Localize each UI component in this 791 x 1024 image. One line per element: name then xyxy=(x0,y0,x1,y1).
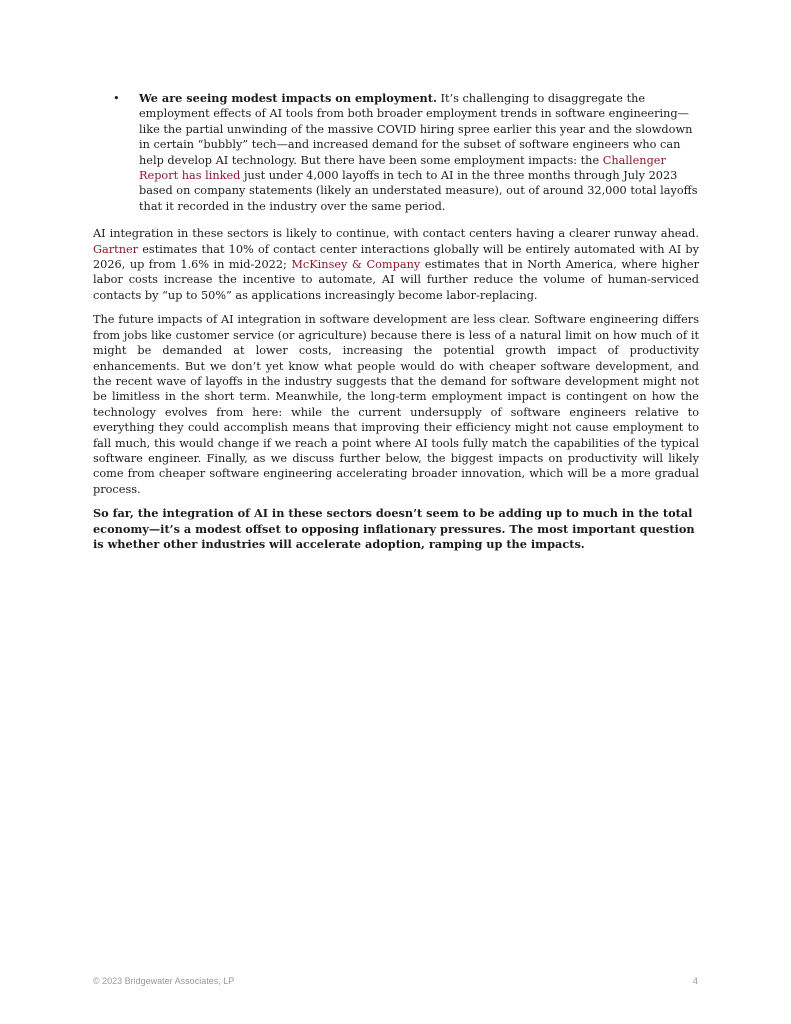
bullet-lead-heading: We are seeing modest impacts on employment. xyxy=(139,91,437,105)
paragraph-conclusion: So far, the integration of AI in these sectors doesn’t seem to be adding up to much in the total economy—it’s a modest offset to opposing inflationary pressures. The most important question is whether other industries will accelerate adoption, ramping up the impacts. xyxy=(93,506,695,551)
mckinsey-link[interactable]: McKinsey & Company xyxy=(291,258,421,272)
gartner-link[interactable]: Gartner xyxy=(93,242,139,256)
bullet-text-part-2: just under 4,000 layoffs in tech to AI in the three months through July 2023 based on company statements (likely an understated measure), out of around 32,000 total layoffs that it recorded in the industry over the same period. xyxy=(139,169,698,213)
paragraph-software-development: The future impacts of AI integration in software development are less clear. Software engineering differs from jobs like customer service (or agriculture) because there is less of a natural limit on how much of it might be demanded at lower costs, increasing the potential growth impact of productivity enhancements. But we don’t yet know what people would do with cheaper software development, and the recent wave of layoffs in the industry suggests that the demand for software development might not be limitless in the short term. Meanwhile, the long-term employment impact is contingent on how the technology evolves from here: while the current undersupply of software engineers relative to everything they could accomplish means that improving their efficiency might not cause employment to fall much, this would change if we reach a point where AI tools fully match the capabilities of the typical software engineer. Finally, as we discuss further below, the biggest impacts on productivity will likely come from cheaper software engineering accelerating broader innovation, which will be a more gradual process. xyxy=(93,313,699,496)
challenger-report-link[interactable]: Challenger Report has linked xyxy=(139,153,666,183)
bullet-list xyxy=(93,91,699,214)
bullet-item-employment xyxy=(113,91,699,214)
page-number: 4 xyxy=(692,976,698,986)
footer-copyright: © 2023 Bridgewater Associates, LP xyxy=(93,976,235,986)
paragraph-1-text-part-1: AI integration in these sectors is likely to continue, with contact centers having a clearer runway ahead. xyxy=(93,227,699,241)
bullet-marker: • xyxy=(113,92,120,105)
page-content xyxy=(93,91,699,561)
bullet-text-part-1: It’s challenging to disaggregate the employment effects of AI tools from both broader employment trends in software engineering—like the partial unwinding of the massive COVID hiring spree earlier this year and the slowdown in certain “bubbly” tech—and increased demand for the subset of software engineers who can help develop AI technology. But there have been some employment impacts: the xyxy=(139,92,693,167)
paragraph-ai-integration xyxy=(93,226,699,303)
paragraph-1-text-part-2: estimates that 10% of contact center interactions globally will be entirely automated with AI by 2026, up from 1.6% in mid-2022; xyxy=(93,242,699,272)
paragraph-1-text-part-3: estimates that in North America, where higher labor costs increase the incentive to automate, AI will further reduce the volume of human-serviced contacts by “up to 50%” as applications increasingly become labor-replacing. xyxy=(93,258,699,302)
page-footer xyxy=(93,976,698,986)
